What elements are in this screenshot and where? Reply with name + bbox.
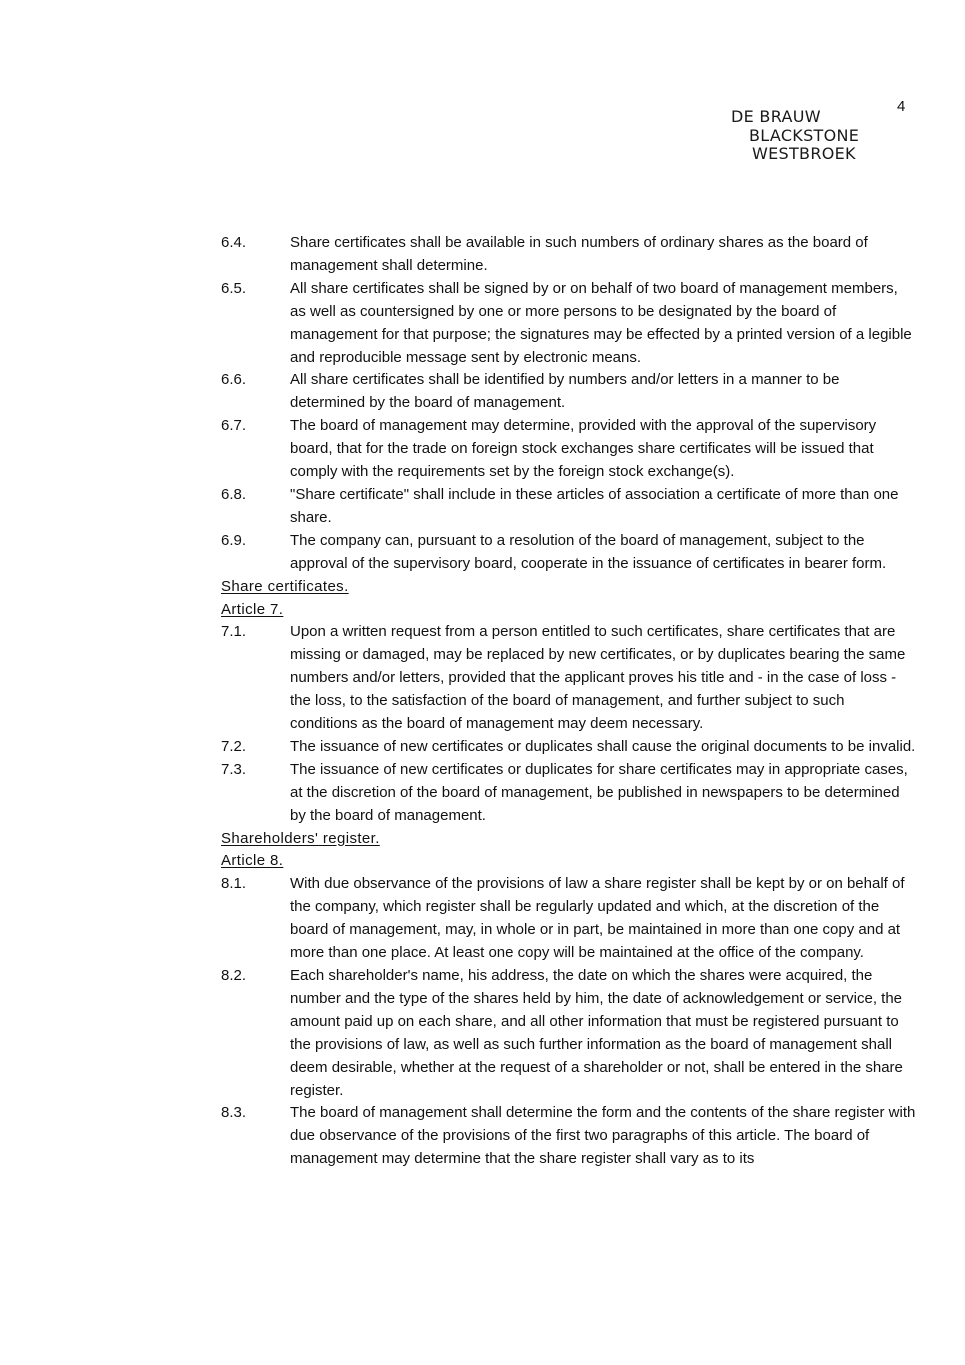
document-body bbox=[221, 232, 916, 1171]
paragraph-text: Each shareholder's name, his address, the date on which the shares were acquired, the number and the type of the shares held by him, the date of acknowledgement or service, the amount paid up on each share, and all other information that must be registered pursuant to the provisions of law, as well as such further information as the board of management shall deem desirable, whether at the request of a shareholder or not, shall be entered in the share register. bbox=[290, 967, 903, 1099]
section-heading: Article 8. bbox=[221, 852, 284, 870]
paragraph-number: 7.3. bbox=[221, 760, 247, 778]
logo-line-1: DE BRAUW bbox=[731, 107, 821, 126]
paragraph-number: 6.8. bbox=[221, 485, 247, 503]
paragraph-number: 7.2. bbox=[221, 737, 247, 755]
paragraph-text: The issuance of new certificates or duplicates for share certificates may in appropriate cases, at the discretion of the board of management, be published in newspapers to be determined by the board of management. bbox=[290, 760, 908, 824]
numbered-paragraph bbox=[221, 759, 916, 828]
section-heading: Article 7. bbox=[221, 600, 284, 618]
numbered-paragraph bbox=[221, 965, 916, 1102]
paragraph-number: 8.1. bbox=[221, 875, 247, 893]
paragraph-text: The company can, pursuant to a resolution of the board of management, subject to the approval of the supervisory board, cooperate in the issuance of certificates in bearer form. bbox=[290, 531, 887, 572]
paragraph-text: All share certificates shall be signed by or on behalf of two board of management members, as well as countersigned by one or more persons to be designated by the board of management for that purpose; the signatures may be effected by a printed version of a legible and reproducible message sent by electronic means. bbox=[290, 279, 912, 366]
firm-logo bbox=[731, 108, 859, 164]
paragraph-number: 6.9. bbox=[221, 531, 247, 549]
paragraph-number: 6.6. bbox=[221, 371, 247, 389]
paragraph-number: 6.5. bbox=[221, 279, 247, 297]
paragraph-text: The issuance of new certificates or duplicates shall cause the original documents to be invalid. bbox=[290, 737, 916, 755]
numbered-paragraph bbox=[221, 736, 916, 759]
numbered-paragraph bbox=[221, 415, 916, 484]
numbered-paragraph bbox=[221, 232, 916, 278]
paragraph-text: Upon a written request from a person entitled to such certificates, share certificates that are missing or damaged, may be replaced by new certificates, or by duplicates bearing the same numbers and/or letters, provided that the applicant proves his title and - in the case of loss - the loss, to the satisfaction of the board of management, and further subject to such conditions as the board of management may deem necessary. bbox=[290, 623, 906, 733]
paragraph-text: With due observance of the provisions of law a share register shall be kept by or on behalf of the company, which register shall be regularly updated and which, at the discretion of the board of management, may, in whole or in part, be maintained in more than one copy and at more than one place. At least one copy will be maintained at the office of the company. bbox=[290, 875, 905, 962]
section-heading: Share certificates. bbox=[221, 577, 349, 595]
paragraph-number: 6.4. bbox=[221, 234, 247, 251]
logo-line-3: WESTBROEK bbox=[752, 144, 856, 163]
numbered-paragraph bbox=[221, 278, 916, 370]
paragraph-text: "Share certificate" shall include in these articles of association a certificate of more than one share. bbox=[290, 485, 899, 526]
paragraph-number: 8.2. bbox=[221, 967, 247, 984]
paragraph-number: 8.3. bbox=[221, 1104, 247, 1122]
numbered-paragraph bbox=[221, 621, 916, 736]
paragraph-number: 6.7. bbox=[221, 417, 247, 435]
paragraph-text: Share certificates shall be available in such numbers of ordinary shares as the board of management shall determine. bbox=[290, 234, 868, 274]
section-heading: Shareholders' register. bbox=[221, 829, 380, 847]
logo-line-2: BLACKSTONE bbox=[749, 125, 860, 145]
paragraph-text: The board of management shall determine the form and the contents of the share register with due observance of the provisions of the first two paragraphs of this article. The board of management may determine that the share register shall vary as to its bbox=[290, 1104, 916, 1168]
numbered-paragraph bbox=[221, 530, 916, 576]
page-number: 4 bbox=[897, 98, 906, 115]
paragraph-text: All share certificates shall be identified by numbers and/or letters in a manner to be determined by the board of management. bbox=[290, 371, 840, 412]
numbered-paragraph bbox=[221, 484, 916, 530]
numbered-paragraph bbox=[221, 369, 916, 415]
paragraph-text: The board of management may determine, provided with the approval of the supervisory board, that for the trade on foreign stock exchanges share certificates will be issued that comply with the requirements set by the foreign stock exchange(s). bbox=[290, 417, 877, 481]
numbered-paragraph bbox=[221, 873, 916, 965]
paragraph-number: 7.1. bbox=[221, 623, 247, 641]
numbered-paragraph bbox=[221, 1102, 916, 1171]
